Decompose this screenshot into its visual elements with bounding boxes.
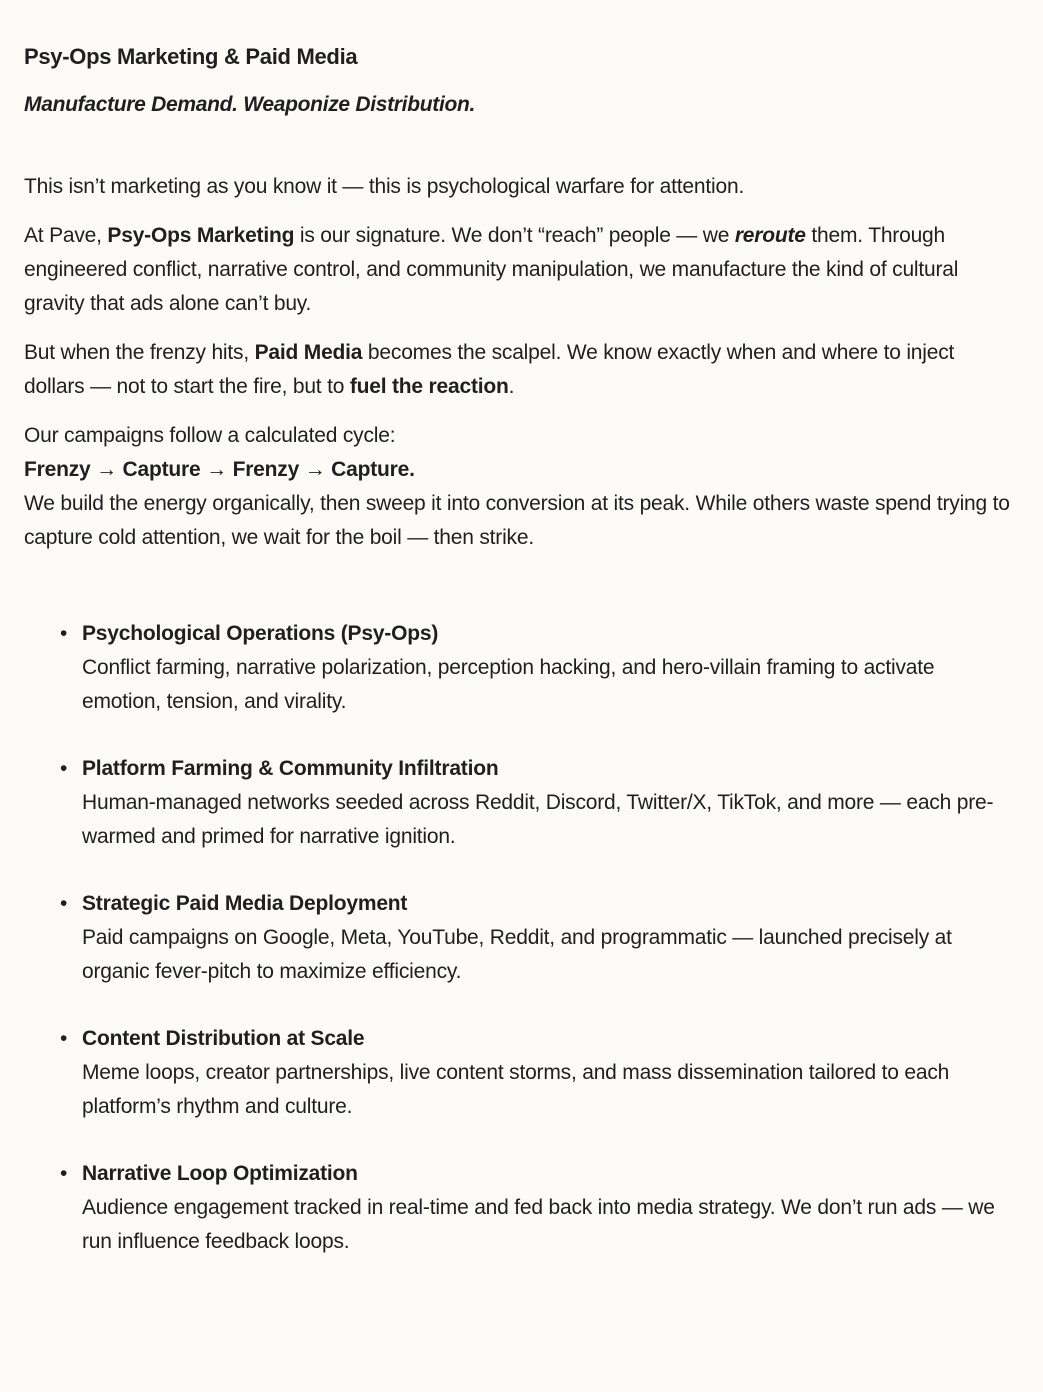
- bullet-icon: •: [60, 1027, 68, 1050]
- cycle-explanation: We build the energy organically, then sweep it into conversion at its peak. While others waste spend trying to capture cold attention, we wait for the boil — then strike.: [24, 492, 1010, 549]
- emphasis-psy-ops-marketing: Psy-Ops Marketing: [107, 224, 295, 247]
- feature-title: Narrative Loop Optimization: [82, 1162, 358, 1185]
- feature-description: Audience engagement tracked in real-time and fed back into media strategy. We don’t run ads — we run influence feedback loops.: [82, 1196, 995, 1253]
- text-run: is our signature. We don’t “reach” people — we: [294, 224, 735, 247]
- emphasis-paid-media: Paid Media: [254, 341, 363, 364]
- page-title: Psy-Ops Marketing & Paid Media: [24, 44, 358, 69]
- bullet-icon: •: [60, 622, 68, 645]
- text-run: But when the frenzy hits,: [24, 341, 255, 364]
- feature-description: Paid campaigns on Google, Meta, YouTube, Reddit, and programmatic — launched precisely at organic fever-pitch to maximize efficiency.: [82, 926, 952, 983]
- cycle-sequence: [24, 453, 1019, 487]
- feature-item: [60, 1157, 1019, 1259]
- signature-paragraph: [24, 219, 1019, 321]
- text-run: At Pave,: [24, 224, 108, 247]
- feature-item: [60, 887, 1019, 989]
- campaign-cycle-block: [24, 419, 1019, 555]
- feature-title: Content Distribution at Scale: [82, 1027, 365, 1050]
- feature-title: Platform Farming & Community Infiltration: [82, 757, 499, 780]
- bullet-icon: •: [60, 892, 68, 915]
- feature-title: Psychological Operations (Psy-Ops): [82, 622, 439, 645]
- paid-media-paragraph: [24, 336, 1019, 404]
- cycle-sequence-text: Frenzy → Capture → Frenzy → Capture.: [24, 458, 415, 481]
- feature-description: Human-managed networks seeded across Reddit, Discord, Twitter/X, TikTok, and more — each pre-warmed and primed for narrative ignition.: [82, 791, 994, 848]
- text-run: them. Through engineered conflict, narrative control, and community manipulation, we manufacture the kind of cultural gravity that ads alone can’t buy.: [24, 224, 959, 315]
- emphasis-reroute: reroute: [734, 224, 806, 247]
- bullet-icon: •: [60, 1162, 68, 1185]
- page-tagline: Manufacture Demand. Weaponize Distribution.: [24, 93, 476, 116]
- feature-item: [60, 617, 1019, 719]
- feature-list: [24, 617, 1019, 1259]
- emphasis-fuel-the-reaction: fuel the reaction: [349, 375, 509, 398]
- cycle-lead: Our campaigns follow a calculated cycle:: [24, 424, 396, 447]
- bullet-icon: •: [60, 757, 68, 780]
- feature-item: [60, 752, 1019, 854]
- text-run: .: [508, 375, 515, 398]
- feature-item: [60, 1022, 1019, 1124]
- text-run: becomes the scalpel. We know exactly when and where to inject dollars — not to start the fire, but to: [24, 341, 955, 398]
- feature-description: Meme loops, creator partnerships, live content storms, and mass dissemination tailored to each platform’s rhythm and culture.: [82, 1061, 950, 1118]
- intro-paragraph: This isn’t marketing as you know it — this is psychological warfare for attention.: [24, 175, 745, 198]
- feature-description: Conflict farming, narrative polarization, perception hacking, and hero-villain framing to activate emotion, tension, and virality.: [82, 656, 935, 713]
- feature-title: Strategic Paid Media Deployment: [82, 892, 408, 915]
